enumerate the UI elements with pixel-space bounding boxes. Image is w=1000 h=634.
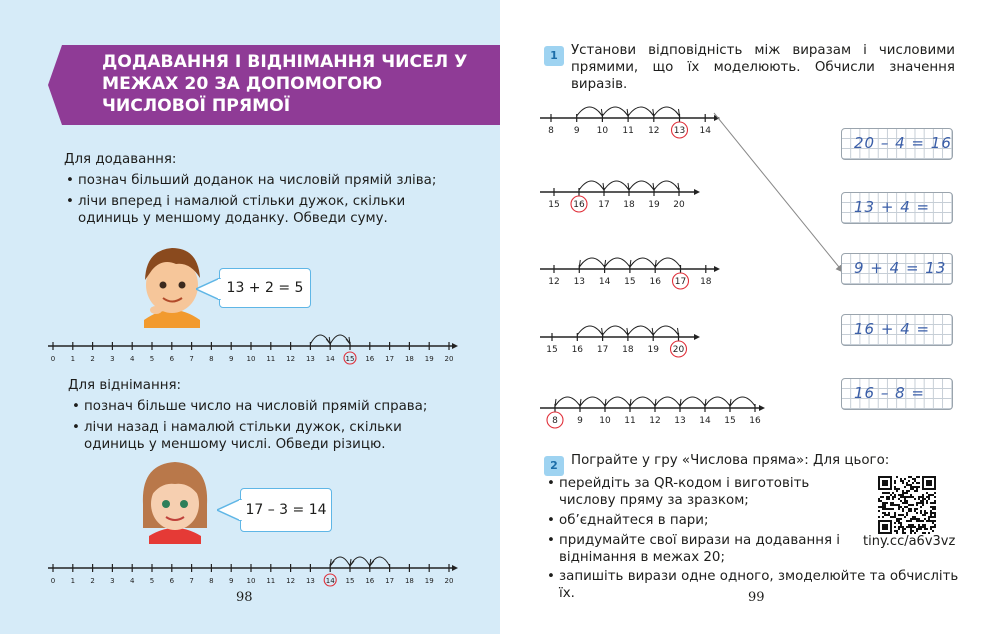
axis-arrow [452,565,458,571]
tick-label: 14 [699,126,711,136]
bubble-tail [196,278,222,300]
tick-label: 5 [149,355,155,363]
page-number-right: 99 [748,590,765,605]
tick-label: 6 [169,355,175,363]
tick-label: 17 [385,355,395,363]
tick-label: 8 [209,355,214,363]
tick-label: 15 [724,416,736,426]
addition-example-bubble: 13 + 2 = 5 [219,268,311,308]
tick-label: 12 [649,416,661,426]
subtraction-example-bubble: 17 – 3 = 14 [240,488,332,532]
tick-label: 16 [365,355,375,363]
tick-label: 12 [648,126,660,136]
addition-rule-2: • лічи вперед і намалюй стільки дужок, скільки одиниць у меншому доданку. Обведи суму. [66,194,406,226]
tick-label: 9 [228,577,234,585]
task-2-step-1: • перейдіть за QR-кодом і виготовіть числову пряму за зразком; [547,476,810,508]
tick-label: 15 [345,577,355,585]
task-1-text: Установи відповідність між виразам і числовими прямими, що їх моделюють. Обчисли значення виразів. [571,43,955,92]
tick-label: 11 [266,355,276,363]
tick-label: 19 [424,577,434,585]
axis-arrow [452,343,458,349]
tick-label: 15 [345,355,355,363]
tick-label: 17 [674,277,687,287]
tick-label: 14 [699,416,711,426]
tick-label: 7 [189,577,194,585]
tick-label: 15 [548,200,560,210]
answer-box-1[interactable]: 20 – 4 = 16 [841,128,953,160]
tick-label: 18 [700,277,712,287]
tick-label: 19 [648,200,660,210]
tick-label: 8 [548,126,554,136]
tick-label: 12 [286,355,296,363]
tick-label: 13 [305,355,315,363]
task-2-step-4: • запишіть вирази одне одного, змоделюйте та обчисліть їх. [547,569,959,601]
tick-label: 16 [571,345,584,355]
title-banner [48,45,500,125]
tick-label: 9 [573,126,580,136]
tick-label: 19 [647,345,659,355]
tick-label: 1 [70,355,76,363]
page-number-left: 98 [236,590,253,605]
tick-label: 16 [749,416,761,426]
tick-label: 17 [598,200,610,210]
tick-label: 12 [286,577,296,585]
tick-label: 16 [573,200,585,210]
bubble-tail [217,499,243,521]
tick-label: 18 [404,577,414,585]
tick-label: 20 [673,200,685,210]
tick-label: 0 [50,577,56,585]
tick-label: 9 [577,416,583,426]
tick-label: 13 [673,126,686,136]
answer-box-4[interactable]: 16 + 4 = [841,314,953,346]
tick-label: 1 [70,577,76,585]
tick-label: 17 [385,577,395,585]
tick-label: 6 [169,577,175,585]
tick-label: 13 [573,277,586,287]
addition-number-line [48,322,458,366]
addition-rule-1: • познач більший доданок на числовій прямій зліва; [66,173,437,188]
tick-label: 8 [552,416,558,426]
task-2-text: Пограйте у гру «Числова пряма»: Для цього: [571,453,890,468]
tick-label: 10 [246,355,256,363]
tick-label: 16 [649,277,661,287]
tick-label: 10 [596,126,609,136]
tick-label: 12 [548,277,560,287]
tick-label: 14 [325,355,335,363]
subtraction-lead: Для віднімання: [68,378,182,393]
subtraction-number-line [48,544,458,588]
tick-label: 5 [149,577,155,585]
subtraction-rule-1: • познач більше число на числовій прямій справа; [72,399,428,414]
task-number-2: 2 [544,456,564,476]
qr-link[interactable]: tiny.cc/a6v3vz [863,534,956,549]
tick-label: 15 [546,345,558,355]
tick-label: 2 [90,355,95,363]
tick-label: 9 [228,355,234,363]
girl-illustration [135,456,215,544]
tick-label: 8 [209,577,214,585]
tick-label: 0 [50,355,56,363]
subtraction-rule-2: • лічи назад і намалюй стільки дужок, скільки одиниць у меншому числі. Обведи різицю. [72,420,402,452]
addition-lead: Для додавання: [64,152,177,167]
tick-label: 13 [674,416,686,426]
tick-label: 19 [424,355,434,363]
tick-label: 20 [444,355,454,363]
tick-label: 4 [129,577,135,585]
tick-label: 16 [365,577,375,585]
tick-label: 2 [90,577,95,585]
tick-label: 18 [623,200,635,210]
task-2-step-3: • придумайте свої вирази на додавання і віднімання в межах 20; [547,533,841,565]
tick-label: 13 [305,577,315,585]
tick-label: 3 [110,355,115,363]
tick-label: 14 [598,277,611,287]
tick-label: 18 [622,345,634,355]
tick-label: 11 [624,416,636,426]
tick-label: 17 [596,345,609,355]
answer-box-3[interactable]: 9 + 4 = 13 [841,253,953,285]
tick-label: 10 [246,577,256,585]
tick-label: 20 [444,577,454,585]
task-number-1: 1 [544,46,564,66]
tick-label: 11 [266,577,276,585]
qr-code[interactable] [878,476,936,534]
tick-label: 7 [189,355,194,363]
tick-label: 4 [129,355,135,363]
answer-box-2[interactable]: 13 + 4 = [841,192,953,224]
tick-label: 11 [622,126,634,136]
tick-label: 14 [325,577,335,585]
tick-label: 20 [672,345,685,355]
page-title: ДОДАВАННЯ І ВІДНІМАННЯ ЧИСЕЛ У МЕЖАХ 20 ЗА ДОПОМОГОЮ ЧИСЛОВОЇ ПРЯМОЇ [102,52,468,116]
tick-label: 18 [404,355,414,363]
tick-label: 15 [624,277,636,287]
answer-box-5[interactable]: 16 – 8 = [841,378,953,410]
tick-label: 10 [599,416,611,426]
task-2-step-2: • об’єднайтеся в пари; [547,513,709,528]
tick-label: 3 [110,577,115,585]
